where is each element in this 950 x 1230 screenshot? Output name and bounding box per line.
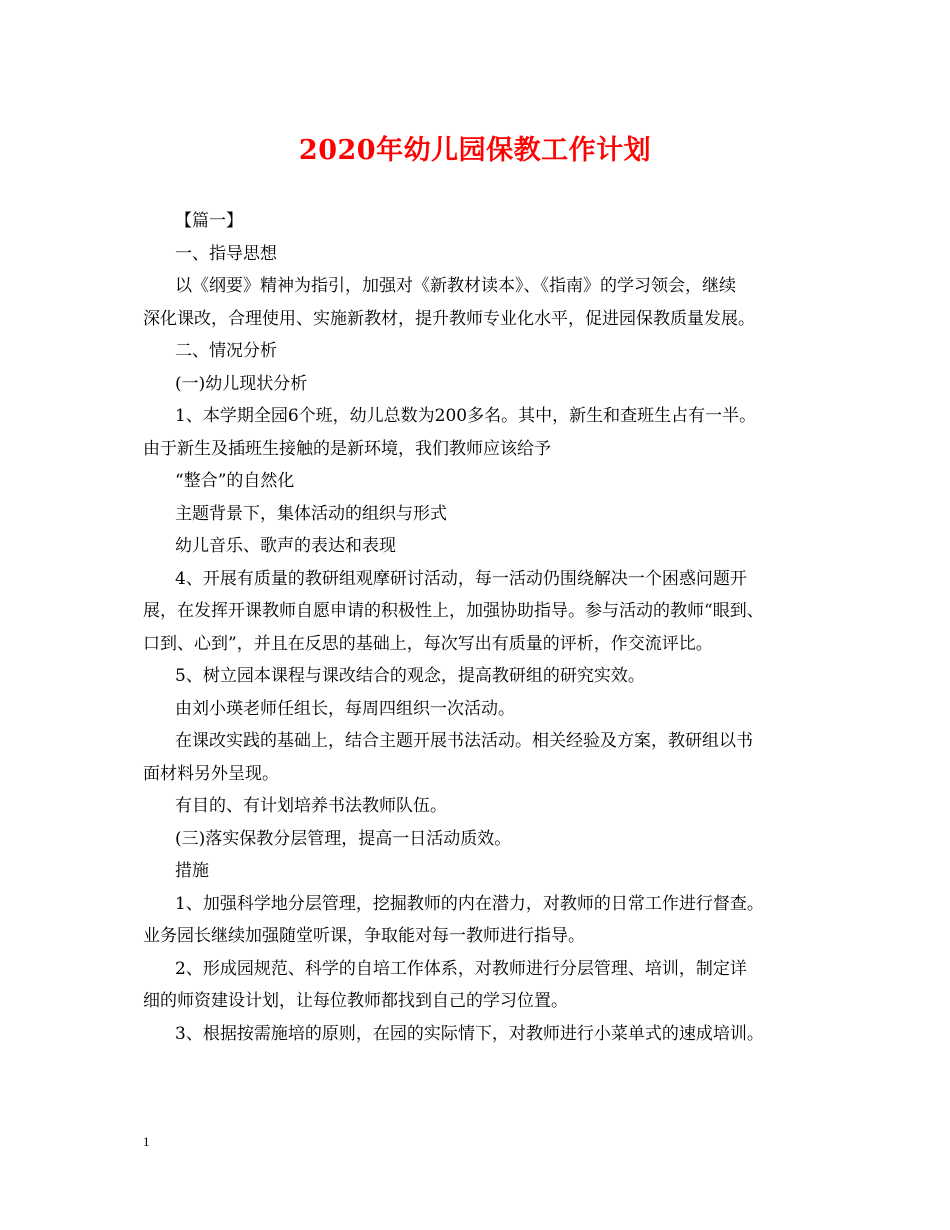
text-line: 展，在发挥开课教师自愿申请的积极性上，加强协助指导。参与活动的教师“眼到、 — [143, 601, 764, 621]
text-line: 1、加强科学地分层管理，挖掘教师的内在潜力，对教师的日常工作进行督查。 — [175, 893, 764, 914]
text-line: 主题背景下，集体活动的组织与形式 — [175, 503, 447, 524]
document-title: 2020年幼儿园保教工作计划 — [298, 135, 652, 166]
text-line: 二、情况分析 — [175, 341, 277, 361]
text-line: (三)落实保教分层管理，提高一日活动质效。 — [175, 828, 512, 849]
page-number: 1 — [143, 1134, 150, 1149]
text-line: 深化课改，合理使用、实施新教材，提升教师专业化水平，促进园保教质量发展。 — [143, 308, 755, 329]
text-line: 业务园长继续加强随堂听课，争取能对每一教师进行指导。 — [143, 926, 585, 946]
text-line: 由刘小瑛老师任组长，每周四组织一次活动。 — [175, 698, 515, 719]
text-line: 有目的、有计划培养书法教师队伍。 — [175, 796, 447, 816]
text-line: 措施 — [175, 861, 209, 881]
text-line: 【篇一】 — [175, 211, 243, 231]
text-line: 幼儿音乐、歌声的表达和表现 — [175, 536, 396, 556]
text-line: “整合”的自然化 — [175, 471, 295, 491]
text-line: 由于新生及插班生接触的是新环境，我们教师应该给予 — [143, 438, 551, 459]
text-line: 4、开展有质量的教研组观摩研讨活动，每一活动仍围绕解决一个困惑问题开 — [175, 568, 747, 589]
text-line: 1、本学期全园6个班，幼儿总数为200多名。其中，新生和查班生占有一半。 — [175, 406, 757, 426]
document-body — [143, 205, 823, 1050]
text-line: 面材料另外呈现。 — [143, 763, 279, 784]
text-line: 一、指导思想 — [175, 243, 277, 264]
text-line: 3、根据按需施培的原则，在园的实际情下，对教师进行小菜单式的速成培训。 — [175, 1023, 764, 1044]
text-line: 2、形成园规范、科学的自培工作体系，对教师进行分层管理、培训，制定详 — [175, 958, 747, 979]
text-line: 细的师资建设计划，让每位教师都找到自己的学习位置。 — [143, 991, 568, 1011]
text-line: 5、树立园本课程与课改结合的观念，提高教研组的研究实效。 — [175, 666, 645, 686]
text-line: (一)幼儿现状分析 — [175, 373, 308, 394]
text-line: 口到、心到”，并且在反思的基础上，每次写出有质量的评析，作交流评比。 — [143, 633, 713, 654]
text-line: 以《纲要》精神为指引，加强对《新教材读本》、《指南》的学习领会，继续 — [175, 276, 736, 296]
text-line: 在课改实践的基础上，结合主题开展书法活动。相关经验及方案，教研组以书 — [175, 731, 753, 751]
